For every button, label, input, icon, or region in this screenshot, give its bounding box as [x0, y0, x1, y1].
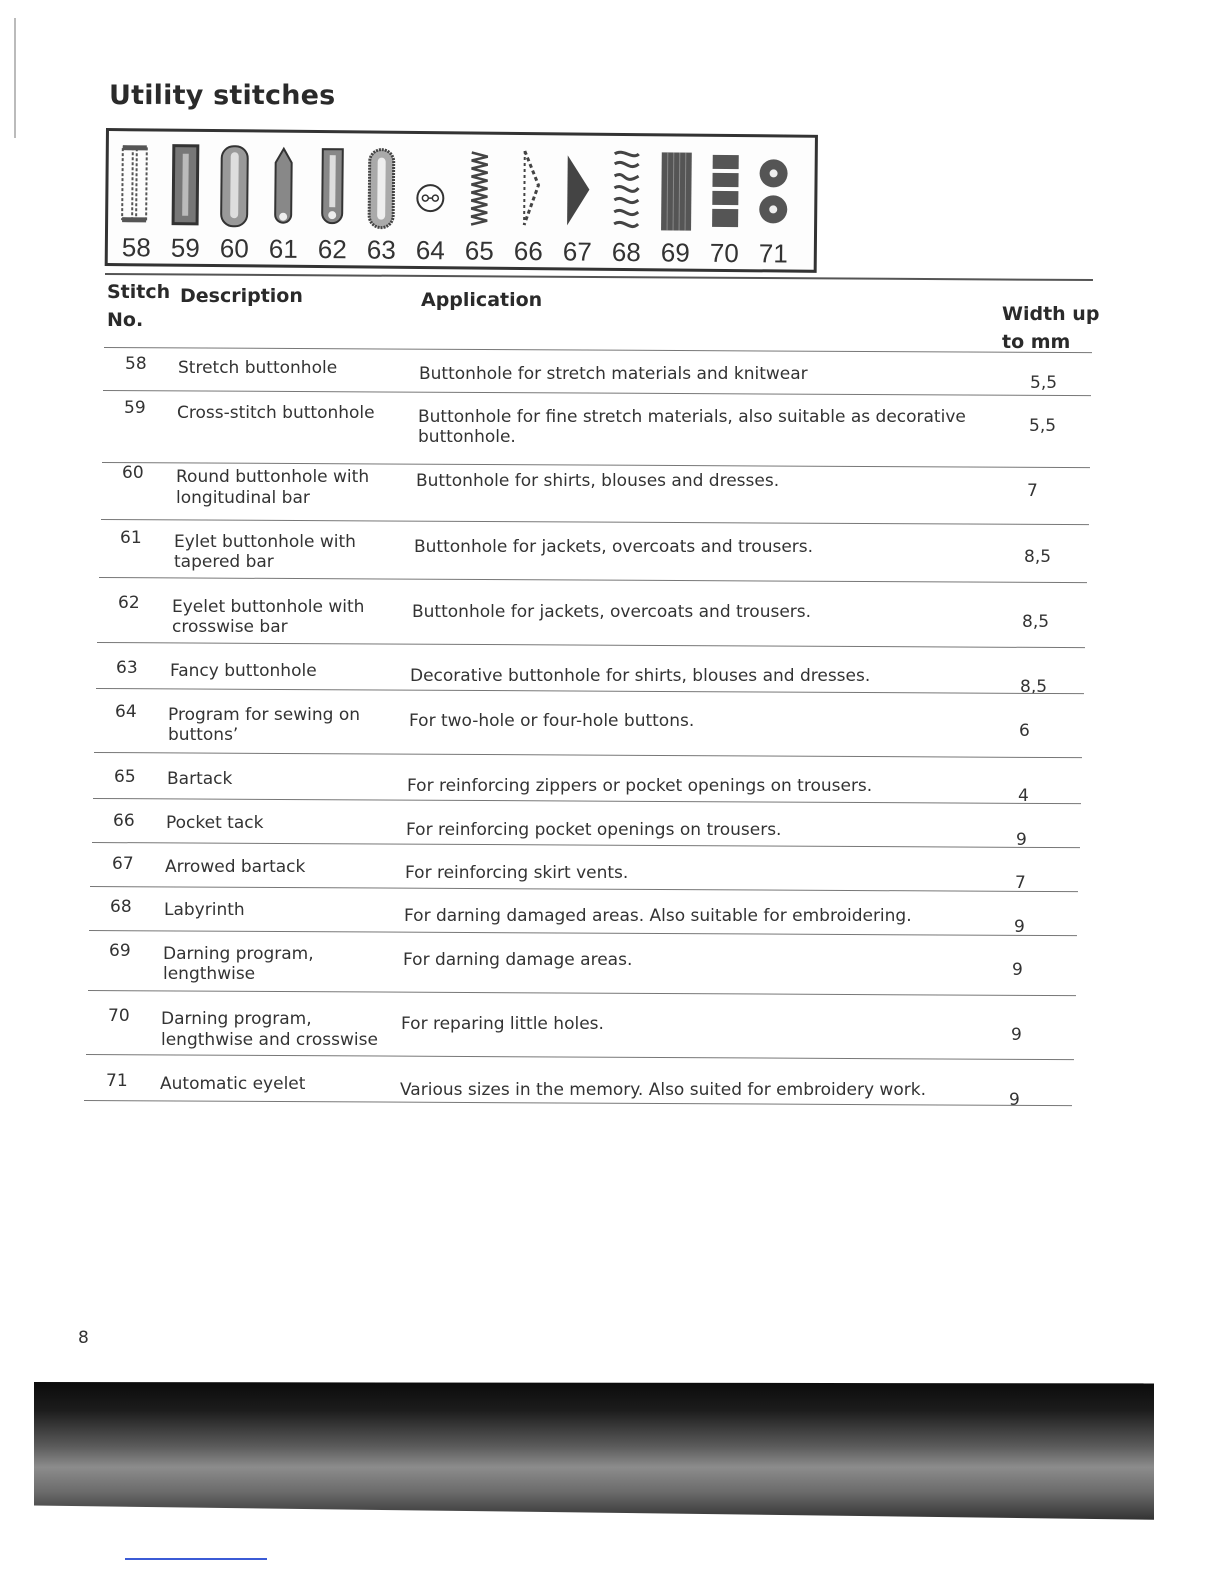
row-rule [103, 390, 1091, 396]
row-rule [97, 642, 1085, 648]
row-rule [99, 577, 1087, 583]
row-width: 4 [1018, 786, 1029, 806]
round-buttonhole-icon [210, 142, 260, 232]
row-width: 9 [1011, 1025, 1022, 1045]
scan-dark-band [34, 1382, 1154, 1524]
row-stitch-no: 67 [112, 854, 134, 874]
row-width: 9 [1016, 830, 1027, 850]
row-stitch-no: 62 [118, 593, 140, 613]
fancy-buttonhole-icon [357, 143, 407, 233]
stitch-59 [161, 138, 211, 266]
row-rule [94, 752, 1082, 758]
row-description: Eylet buttonhole with [174, 532, 356, 552]
stitch-number: 59 [170, 232, 200, 263]
row-application: Buttonhole for shirts, blouses and dresses. [416, 471, 780, 491]
row-application: Buttonhole for jackets, overcoats and trousers. [414, 537, 814, 557]
button-sewing-icon [406, 144, 456, 234]
header-stitch: Stitch [107, 281, 171, 303]
header-width-line1: Width up [1002, 303, 1100, 325]
row-stitch-no: 69 [109, 941, 131, 961]
stitch-number: 70 [709, 237, 739, 269]
labyrinth-icon [602, 146, 652, 236]
row-application: For reinforcing zippers or pocket openings on trousers. [407, 776, 873, 796]
stretch-buttonhole-icon [112, 141, 162, 231]
header-width [1002, 300, 1099, 356]
stitch-68 [602, 142, 652, 270]
row-stitch-no: 71 [106, 1071, 128, 1091]
row-stitch-no: 68 [110, 897, 132, 917]
header-bottom-rule [104, 347, 1092, 353]
row-stitch-no: 60 [122, 463, 144, 483]
row-stitch-no: 61 [120, 528, 142, 548]
row-description-line2: crosswise bar [172, 617, 288, 637]
row-rule [96, 688, 1084, 694]
eylet-buttonhole-tapered-icon [259, 142, 309, 232]
stitch-number: 58 [121, 232, 151, 263]
stitch-66 [504, 141, 554, 269]
row-description: Labyrinth [164, 900, 245, 920]
row-description-line2: longitudinal bar [176, 488, 310, 508]
stitch-number: 71 [758, 238, 788, 269]
stitch-64 [406, 140, 456, 268]
stitch-58 [112, 137, 162, 265]
header-no: No. [107, 309, 144, 331]
row-application: For darning damaged areas. Also suitable for embroidering. [404, 906, 912, 926]
row-description-line2: tapered bar [174, 552, 274, 572]
header-stitch-no [107, 278, 170, 334]
row-width: 5,5 [1029, 416, 1057, 436]
row-rule [89, 930, 1077, 936]
eyelet-buttonhole-crosswise-icon [308, 143, 358, 233]
bartack-icon [455, 144, 505, 234]
row-description-line2: lengthwise and crosswise [161, 1030, 378, 1050]
stitch-display-panel [105, 128, 818, 273]
stitch-number: 69 [660, 237, 690, 268]
automatic-eyelet-icon [749, 147, 799, 237]
row-application: Buttonhole for stretch materials and knitwear [419, 364, 808, 384]
stitch-61 [259, 138, 309, 266]
row-application: Buttonhole for fine stretch materials, also suitable as decorative [418, 407, 966, 427]
row-width: 7 [1027, 481, 1038, 501]
darning-lengthwise-icon [651, 146, 701, 236]
row-description: Eyelet buttonhole with [172, 597, 365, 617]
row-stitch-no: 70 [108, 1006, 130, 1026]
row-description: Program for sewing on [168, 705, 360, 725]
pocket-tack-icon [504, 145, 554, 235]
row-width: 9 [1012, 960, 1023, 980]
row-description: Automatic eyelet [160, 1074, 306, 1094]
table-top-rule [105, 273, 1093, 281]
row-width: 5,5 [1030, 373, 1058, 393]
row-stitch-no: 58 [125, 354, 147, 374]
header-width-line2: to mm [1002, 331, 1071, 353]
row-description: Bartack [167, 769, 233, 789]
row-width: 6 [1019, 721, 1030, 741]
stitch-number: 62 [317, 234, 347, 265]
row-description: Darning program, [161, 1009, 312, 1029]
row-description: Cross-stitch buttonhole [177, 403, 375, 423]
row-description-line2: buttons’ [168, 725, 239, 745]
stitch-70 [700, 143, 750, 271]
cross-stitch-buttonhole-icon [161, 142, 211, 232]
row-description: Arrowed bartack [165, 857, 306, 877]
row-description: Round buttonhole with [176, 467, 370, 487]
stitch-number: 60 [219, 233, 249, 264]
row-width: 7 [1015, 873, 1026, 893]
row-description-line2: lengthwise [163, 964, 256, 984]
stitch-62 [308, 139, 358, 267]
row-application: Decorative buttonhole for shirts, blouses and dresses. [410, 666, 871, 686]
row-stitch-no: 63 [116, 658, 138, 678]
page-number: 8 [78, 1328, 89, 1348]
stitch-number: 68 [611, 236, 641, 268]
header-description: Description [180, 285, 303, 307]
scan-edge-mark [125, 1558, 267, 1560]
row-stitch-no: 65 [114, 767, 136, 787]
row-application: For reinforcing pocket openings on trousers. [406, 820, 782, 840]
stitch-number: 64 [415, 234, 445, 266]
stitch-number: 67 [562, 236, 592, 267]
stitch-71 [749, 143, 799, 271]
row-application: For reinforcing skirt vents. [405, 863, 629, 883]
stitch-number: 65 [464, 235, 494, 266]
row-description: Stretch buttonhole [178, 358, 338, 378]
stitch-number: 63 [366, 234, 396, 265]
row-rule [93, 798, 1081, 804]
row-stitch-no: 59 [124, 398, 146, 418]
scan-edge-line [14, 18, 16, 138]
row-stitch-no: 66 [113, 811, 135, 831]
page-title: Utility stitches [109, 80, 336, 111]
row-width: 8,5 [1024, 547, 1052, 567]
row-rule [86, 1054, 1074, 1060]
row-width: 9 [1009, 1090, 1020, 1110]
stitch-number: 61 [268, 233, 298, 264]
stitch-60 [210, 138, 260, 266]
row-rule [101, 519, 1089, 525]
row-width: 9 [1014, 917, 1025, 937]
row-width: 8,5 [1020, 677, 1048, 697]
row-description: Fancy buttonhole [170, 661, 317, 681]
arrowed-bartack-icon [553, 145, 603, 235]
stitch-63 [357, 139, 407, 267]
row-rule [90, 886, 1078, 892]
header-application: Application [421, 289, 543, 311]
row-description: Darning program, [163, 944, 314, 964]
row-width: 8,5 [1022, 612, 1050, 632]
row-application: For darning damage areas. [403, 950, 633, 970]
stitch-69 [651, 142, 701, 270]
row-rule [88, 990, 1076, 996]
row-application-line2: buttonhole. [418, 427, 516, 447]
row-description: Pocket tack [166, 813, 264, 833]
darning-crosswise-icon [700, 147, 750, 237]
row-application: Various sizes in the memory. Also suited for embroidery work. [400, 1080, 926, 1100]
stitch-number: 66 [513, 235, 543, 267]
stitch-65 [455, 140, 505, 268]
row-application: For reparing little holes. [401, 1014, 604, 1034]
row-application: For two-hole or four-hole buttons. [409, 711, 695, 731]
stitch-67 [553, 141, 603, 269]
row-rule [92, 842, 1080, 848]
row-stitch-no: 64 [115, 702, 137, 722]
row-application: Buttonhole for jackets, overcoats and trousers. [412, 602, 812, 622]
